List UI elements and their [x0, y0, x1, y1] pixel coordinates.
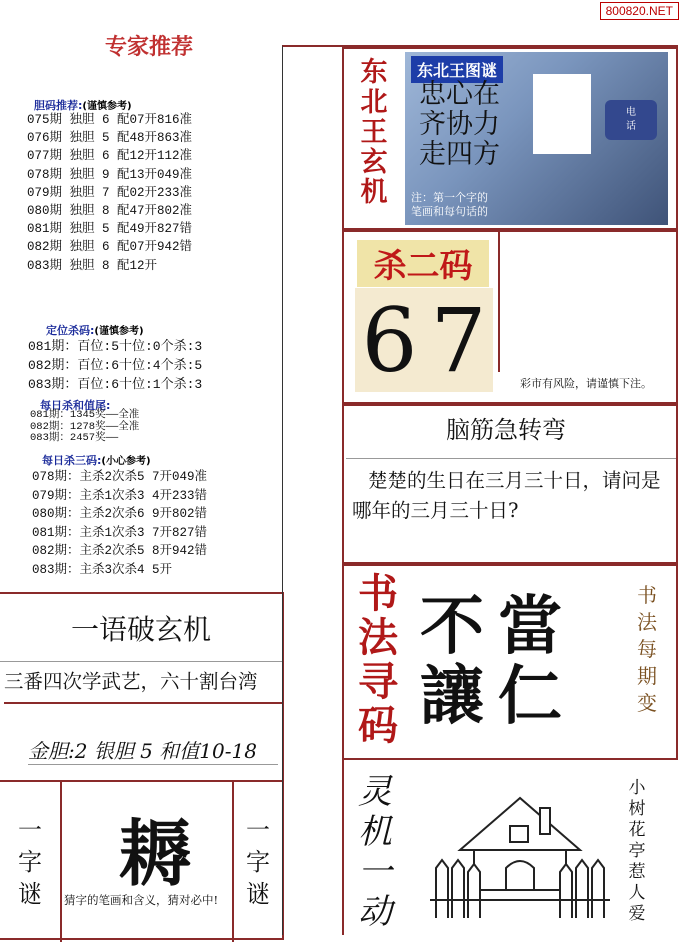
yiyu-box: [0, 592, 284, 940]
hewei-heading: 每日杀和值尾:: [40, 399, 111, 412]
shufa-note-char: 期: [637, 664, 657, 688]
hewei-row: 082期：1278奖——全准: [30, 420, 140, 433]
dbwg-picture: [405, 52, 668, 225]
shufa-label-char: 书: [358, 570, 398, 617]
ditty-char: 人: [628, 883, 646, 903]
zimi-side-left-char: 一: [18, 816, 42, 844]
danma-row: 075期 独胆 6 配07开816准: [27, 113, 193, 127]
dbwg-caption: [411, 191, 488, 219]
danma-row: 078期 独胆 9 配13开049准: [27, 167, 193, 182]
dbwg-caption-line: 注：第一个字的: [411, 191, 488, 204]
naojin-question: 楚楚的生日在三月三十日，请问是哪年的三月三十日?: [352, 469, 661, 522]
dingwei-row: 081期：百位:5十位:0个杀:3: [28, 339, 203, 354]
sha2-number: 7: [430, 288, 487, 392]
danma-row: 081期 独胆 5 配49开827错: [27, 222, 193, 237]
phone-badge-char: 电: [626, 107, 636, 118]
sansha-row: 083期：主杀3次杀4 5开: [32, 562, 173, 577]
yiyu-line2: 金胆:2 银胆 5 和值10-18: [28, 735, 278, 765]
shufa-note-char: 书: [637, 583, 657, 607]
ditty-text: [622, 778, 652, 925]
dbwg-poem-line: 忠心在: [419, 79, 500, 110]
sansha-row: 078期：主杀2次杀5 7开049准: [32, 470, 208, 484]
yiyu-title: 一语破玄机: [0, 594, 282, 662]
danma-row: 079期 独胆 7 配02开233准: [27, 185, 193, 200]
dingwei-heading-sub: (谨慎参考): [94, 326, 144, 337]
house-illustration: [430, 790, 610, 920]
dbwg-poem-line: 齐协力: [419, 109, 500, 140]
dbwg-label: [352, 58, 396, 208]
shufa-note-char: 每: [637, 637, 657, 661]
zimi-side-right-char: 一: [246, 816, 270, 844]
lingji-char: 一: [358, 852, 392, 892]
zimi-side-right-char: 字: [246, 848, 270, 876]
shufa-note: [632, 582, 662, 717]
site-badge: 800820.NET: [600, 2, 679, 20]
danma-row: 083期 独胆 8 配12开: [27, 258, 158, 273]
lingji-char: 动: [358, 892, 392, 932]
sansha-row: 082期：主杀2次杀5 8开942错: [32, 544, 208, 558]
risk-warning: 彩市有风险，请谨慎下注。: [520, 377, 652, 390]
calligraphy-row: 讓仁: [420, 659, 576, 734]
dbwg-caption-line: 笔画和每句话的: [411, 205, 488, 218]
shufa-note-char: 变: [637, 691, 657, 715]
danma-list: [27, 111, 192, 275]
dingwei-row: 082期：百位:6十位:4个杀:5: [28, 358, 203, 373]
ditty-char: 小: [628, 778, 646, 798]
danma-row: 077期 独胆 6 配12开112准: [27, 149, 193, 164]
sansha-heading: [42, 452, 151, 468]
zimi-side-left: [0, 782, 62, 942]
dingwei-heading: [46, 322, 144, 338]
sansha-row: 079期：主杀1次杀3 4开233错: [32, 488, 208, 503]
danma-heading-label: 胆码推荐:: [34, 99, 83, 112]
ditty-char: 爱: [628, 904, 646, 924]
sansha-row: 081期：主杀1次杀3 7开827错: [32, 525, 208, 540]
ditty-char: 花: [628, 820, 646, 840]
danma-row: 082期 独胆 6 配07开942错: [27, 240, 193, 255]
dbwg-label-char: 北: [360, 87, 388, 118]
zimi-side-left-char: 谜: [18, 880, 42, 908]
shufa-label: [350, 572, 406, 748]
shufa-label-char: 法: [358, 614, 398, 661]
sha2-title: 杀二码: [357, 240, 489, 287]
naojin-title: 脑筋急转弯: [446, 416, 566, 444]
zimi-side-right: [232, 782, 282, 942]
hewei-list: [30, 410, 139, 445]
lingji-char: 灵: [358, 772, 392, 812]
expert-title: 专家推荐: [105, 34, 194, 60]
dingwei-list: [28, 337, 202, 394]
yiyu-line1: 三番四次学武艺，六十割台湾: [4, 666, 284, 704]
shufa-note-char: 法: [637, 610, 657, 634]
dbwg-label-char: 玄: [360, 147, 388, 178]
zimi-box: [0, 780, 282, 940]
lingji-label: [352, 772, 398, 932]
riddle-character: 耨: [118, 811, 191, 896]
ditty-char: 惹: [628, 862, 646, 882]
naojin-divider: [346, 458, 676, 459]
ditty-char: 树: [628, 799, 646, 819]
dbwg-label-char: 王: [360, 117, 388, 148]
sansha-row: 080期：主杀2次杀6 9开802错: [32, 507, 208, 521]
lingji-char: 机: [358, 812, 392, 852]
sansha-heading-sub: (小心参考): [101, 456, 151, 467]
zimi-side-right-char: 谜: [246, 880, 270, 908]
danma-row: 080期 独胆 8 配47开802准: [27, 204, 193, 219]
riddle-note: 猜字的笔画和含义，猜对必中!: [64, 893, 219, 907]
dbwg-label-char: 机: [360, 177, 388, 208]
dbwg-head: 东北王图谜: [411, 56, 503, 83]
dbwg-poem: [419, 80, 500, 170]
phone-badge: [605, 100, 657, 140]
ditty-char: 亭: [628, 841, 646, 861]
dingwei-heading-label: 定位杀码:: [46, 324, 95, 337]
zimi-side-left-char: 字: [18, 848, 42, 876]
sha2-divider: [498, 232, 500, 372]
phone-badge-char: 话: [626, 121, 636, 132]
hewei-row: 081期：1345奖——全准: [30, 409, 140, 421]
dbwg-poem-line: 走四方: [419, 139, 500, 170]
calligraphy-row: 不當: [420, 589, 576, 664]
sansha-heading-label: 每日杀三码:: [42, 454, 102, 467]
danma-heading-sub: (谨慎参考): [82, 101, 132, 112]
sha2-numbers: [355, 288, 493, 392]
shufa-label-char: 寻: [358, 658, 398, 705]
dbwg-mask: [533, 74, 591, 154]
dbwg-label-char: 东: [360, 57, 388, 88]
shufa-label-char: 码: [358, 702, 398, 749]
sansha-list: [32, 468, 207, 579]
calligraphy: [420, 589, 576, 734]
hewei-row: 083期：2457奖——: [30, 432, 119, 444]
dingwei-row: 083期：百位:6十位:1个杀:3: [28, 377, 203, 392]
danma-row: 076期 独胆 5 配48开863准: [27, 131, 193, 146]
sha2-number: 6: [361, 288, 418, 392]
